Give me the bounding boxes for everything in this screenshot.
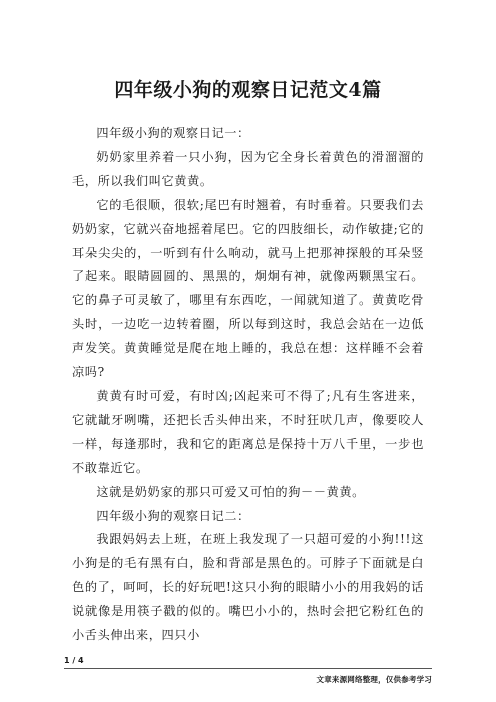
footer-divider bbox=[64, 668, 432, 669]
document-title: 四年级小狗的观察日记范文4篇 bbox=[114, 79, 382, 101]
paragraph: 这就是奶奶家的那只可爱又可怕的狗－－黄黄。 bbox=[96, 484, 365, 499]
paragraph: 它的毛很顺，很软;尾巴有时翘着，有时垂着。只要我们去奶奶家，它就兴奋地摇着尾巴。它的四肢细长，动作敏捷;它的耳朵尖尖的，一听到有什么响动，就马上把那神探般的耳朵竖了起来。眼睛圆圆的、黑黑的，炯炯有神，就像两颗黑宝石。它的鼻子可灵敏了，哪里有东西吃，一闻就知道了。黄黄吃骨头时，一边吃一边转着圈，所以每到这时，我总会站在一边低声发笑。黄黄睡觉是爬在地上睡的，我总在想：这样睡不会着凉吗? bbox=[72, 197, 424, 380]
paragraph: 黄黄有时可爱，有时凶;凶起来可不得了;凡有生客进来，它就龇牙咧嘴，还把长舌头伸出来，不时狂吠几声，像要咬人一样，每逢那时，我和它的距离总是保持十万八千里，一步也不敢靠近它。 bbox=[72, 388, 424, 475]
document-body bbox=[72, 122, 424, 648]
section-heading-2: 四年级小狗的观察日记二： bbox=[96, 508, 250, 523]
page-number: 1 / 4 bbox=[64, 656, 84, 665]
paragraph: 奶奶家里养着一只小狗，因为它全身长着黄色的滑溜溜的毛，所以我们叫它黄黄。 bbox=[72, 149, 424, 188]
section-heading-1: 四年级小狗的观察日记一： bbox=[96, 126, 250, 140]
footer-note: 文章来源网络整理，仅供参考学习 bbox=[316, 675, 432, 684]
paragraph: 我跟妈妈去上班，在班上我发现了一只超可爱的小狗!!!这小狗是的毛有黑有白，脸和背部是黑色的。可脖子下面就是白色的了，呵呵，长的好玩吧!这只小狗的眼睛小小的用我妈的话说就像是用筷子戳的似的。嘴巴小小的，热时会把它粉红色的小舌头伸出来，四只小 bbox=[72, 532, 424, 643]
